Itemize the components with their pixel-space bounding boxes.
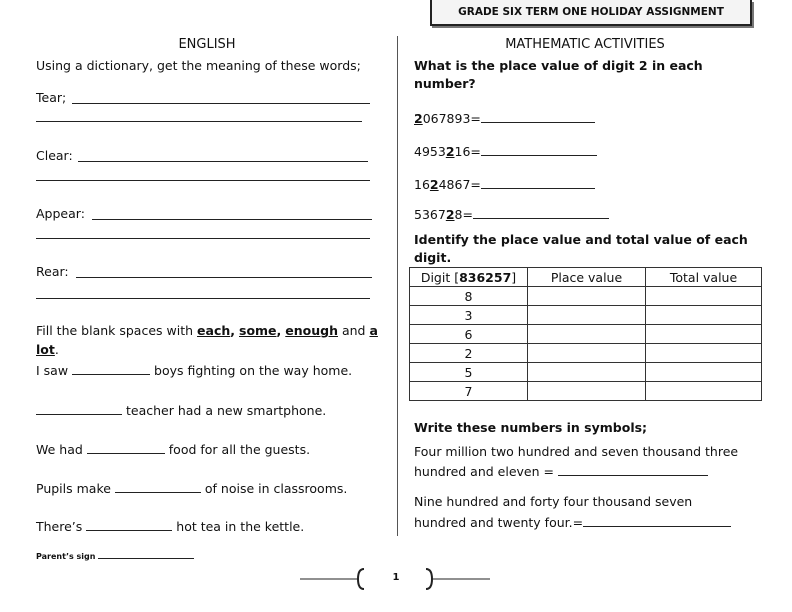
table-row [410, 363, 762, 382]
header-total-value: Total value [646, 268, 762, 287]
table-row [410, 382, 762, 401]
answer-line[interactable] [92, 219, 372, 220]
fill-word-each: each [197, 323, 231, 338]
sentence-after: hot tea in the kettle. [176, 519, 305, 534]
word-appear [36, 206, 85, 221]
header-place-value: Place value [528, 268, 646, 287]
total-value-cell[interactable] [646, 344, 762, 363]
answer-blank[interactable] [481, 143, 597, 156]
place-value-cell[interactable] [528, 344, 646, 363]
sentence-after: of noise in classrooms. [204, 481, 348, 496]
number-item-4: 536728= [414, 206, 609, 222]
place-value-table [409, 267, 762, 401]
fill-and: and [341, 323, 366, 338]
table-header-row [410, 268, 762, 287]
blank[interactable] [72, 362, 150, 375]
math-question-3: Write these numbers in symbols; [414, 420, 648, 435]
answer-blank[interactable] [583, 514, 731, 527]
sentence-before: There’s [36, 519, 83, 534]
math-question-2: Identify the place value and total value of each digit. [414, 232, 748, 265]
answer-blank[interactable] [558, 463, 708, 476]
digit-2: 2 [414, 111, 423, 126]
word-rear [36, 264, 69, 279]
number-item-1: 2067893= [414, 110, 595, 126]
answer-line[interactable] [72, 103, 370, 104]
blank[interactable] [86, 518, 172, 531]
parent-sign-label: Parent’s sign [36, 552, 96, 561]
place-value-cell[interactable] [528, 306, 646, 325]
fill-word-some: some [239, 323, 277, 338]
column-divider [397, 36, 398, 536]
digit-2: 2 [429, 177, 439, 192]
sentence-after: boys fighting on the way home. [154, 363, 353, 378]
total-value-cell[interactable] [646, 325, 762, 344]
sentence-before: We had [36, 442, 83, 457]
sentence-5 [36, 518, 304, 534]
total-value-cell[interactable] [646, 363, 762, 382]
answer-line[interactable] [36, 121, 362, 122]
header-digit: Digit [836257] [410, 268, 528, 287]
sentence-before: I saw [36, 363, 69, 378]
word-clear [36, 148, 73, 163]
blank[interactable] [87, 441, 165, 454]
symbols-item-1-line1: Four million two hundred and seven thousand three [414, 444, 739, 459]
word-label: Appear: [36, 206, 85, 221]
table-row [410, 325, 762, 344]
sentence-4 [36, 480, 347, 496]
digit-cell: 2 [410, 344, 528, 363]
blank[interactable] [115, 480, 201, 493]
symbols-item-1-line2 [414, 463, 708, 479]
place-value-cell[interactable] [528, 325, 646, 344]
answer-line[interactable] [36, 238, 370, 239]
number-item-3: 1624867= [414, 176, 595, 192]
answer-blank[interactable] [473, 206, 609, 219]
fill-intro: Fill the blank spaces with [36, 323, 194, 338]
answer-blank[interactable] [481, 110, 595, 123]
place-value-cell[interactable] [528, 382, 646, 401]
math-question-1: What is the place value of digit 2 in each number? [414, 58, 703, 91]
answer-line[interactable] [78, 161, 368, 162]
total-value-cell[interactable] [646, 382, 762, 401]
digit-cell: 3 [410, 306, 528, 325]
sentence-after: teacher had a new smartphone. [125, 403, 327, 418]
word-label: Rear: [36, 264, 69, 279]
parent-sign [36, 550, 194, 561]
word-tear [36, 90, 66, 105]
answer-line[interactable] [76, 277, 372, 278]
page-number: 1 [392, 572, 400, 583]
english-heading: ENGLISH [178, 37, 236, 52]
english-instruction: Using a dictionary, get the meaning of these words; [36, 58, 361, 73]
fill-word-a-lot-a: a [369, 323, 378, 338]
sentence-3 [36, 441, 310, 457]
digit-2: 2 [445, 207, 455, 222]
word-label: Tear; [36, 90, 67, 105]
fill-word-enough: enough [285, 323, 338, 338]
digit-cell: 8 [410, 287, 528, 306]
fill-word-a-lot-cont: lot. [36, 342, 59, 357]
table-row [410, 344, 762, 363]
total-value-cell[interactable] [646, 287, 762, 306]
digit-cell: 5 [410, 363, 528, 382]
sentence-before: Pupils make [36, 481, 111, 496]
symbols-text: hundred and eleven = [414, 464, 554, 479]
sentence-after: food for all the guests. [168, 442, 311, 457]
symbols-item-2-line2 [414, 514, 731, 530]
symbols-item-2-line1: Nine hundred and forty four thousand seven [414, 494, 693, 509]
math-heading: MATHEMATIC ACTIVITIES [505, 37, 665, 52]
total-value-cell[interactable] [646, 306, 762, 325]
assignment-title-banner: GRADE SIX TERM ONE HOLIDAY ASSIGNMENT [430, 0, 752, 26]
digit-cell: 7 [410, 382, 528, 401]
number-item-2: 4953216= [414, 143, 597, 159]
table-row [410, 306, 762, 325]
place-value-cell[interactable] [528, 287, 646, 306]
word-label: Clear: [36, 148, 73, 163]
fill-instruction: Fill the blank spaces with each, some, enough and a [36, 323, 378, 338]
blank[interactable] [36, 402, 122, 415]
digit-cell: 6 [410, 325, 528, 344]
answer-line[interactable] [36, 298, 370, 299]
sentence-2 [36, 402, 326, 418]
digit-2: 2 [445, 144, 455, 159]
sentence-1 [36, 362, 352, 378]
parent-sign-line[interactable] [98, 550, 194, 559]
page-number-ornament [300, 566, 492, 590]
table-row [410, 287, 762, 306]
symbols-text: hundred and twenty four.= [414, 515, 584, 530]
answer-blank[interactable] [481, 176, 595, 189]
answer-line[interactable] [36, 180, 370, 181]
place-value-cell[interactable] [528, 363, 646, 382]
